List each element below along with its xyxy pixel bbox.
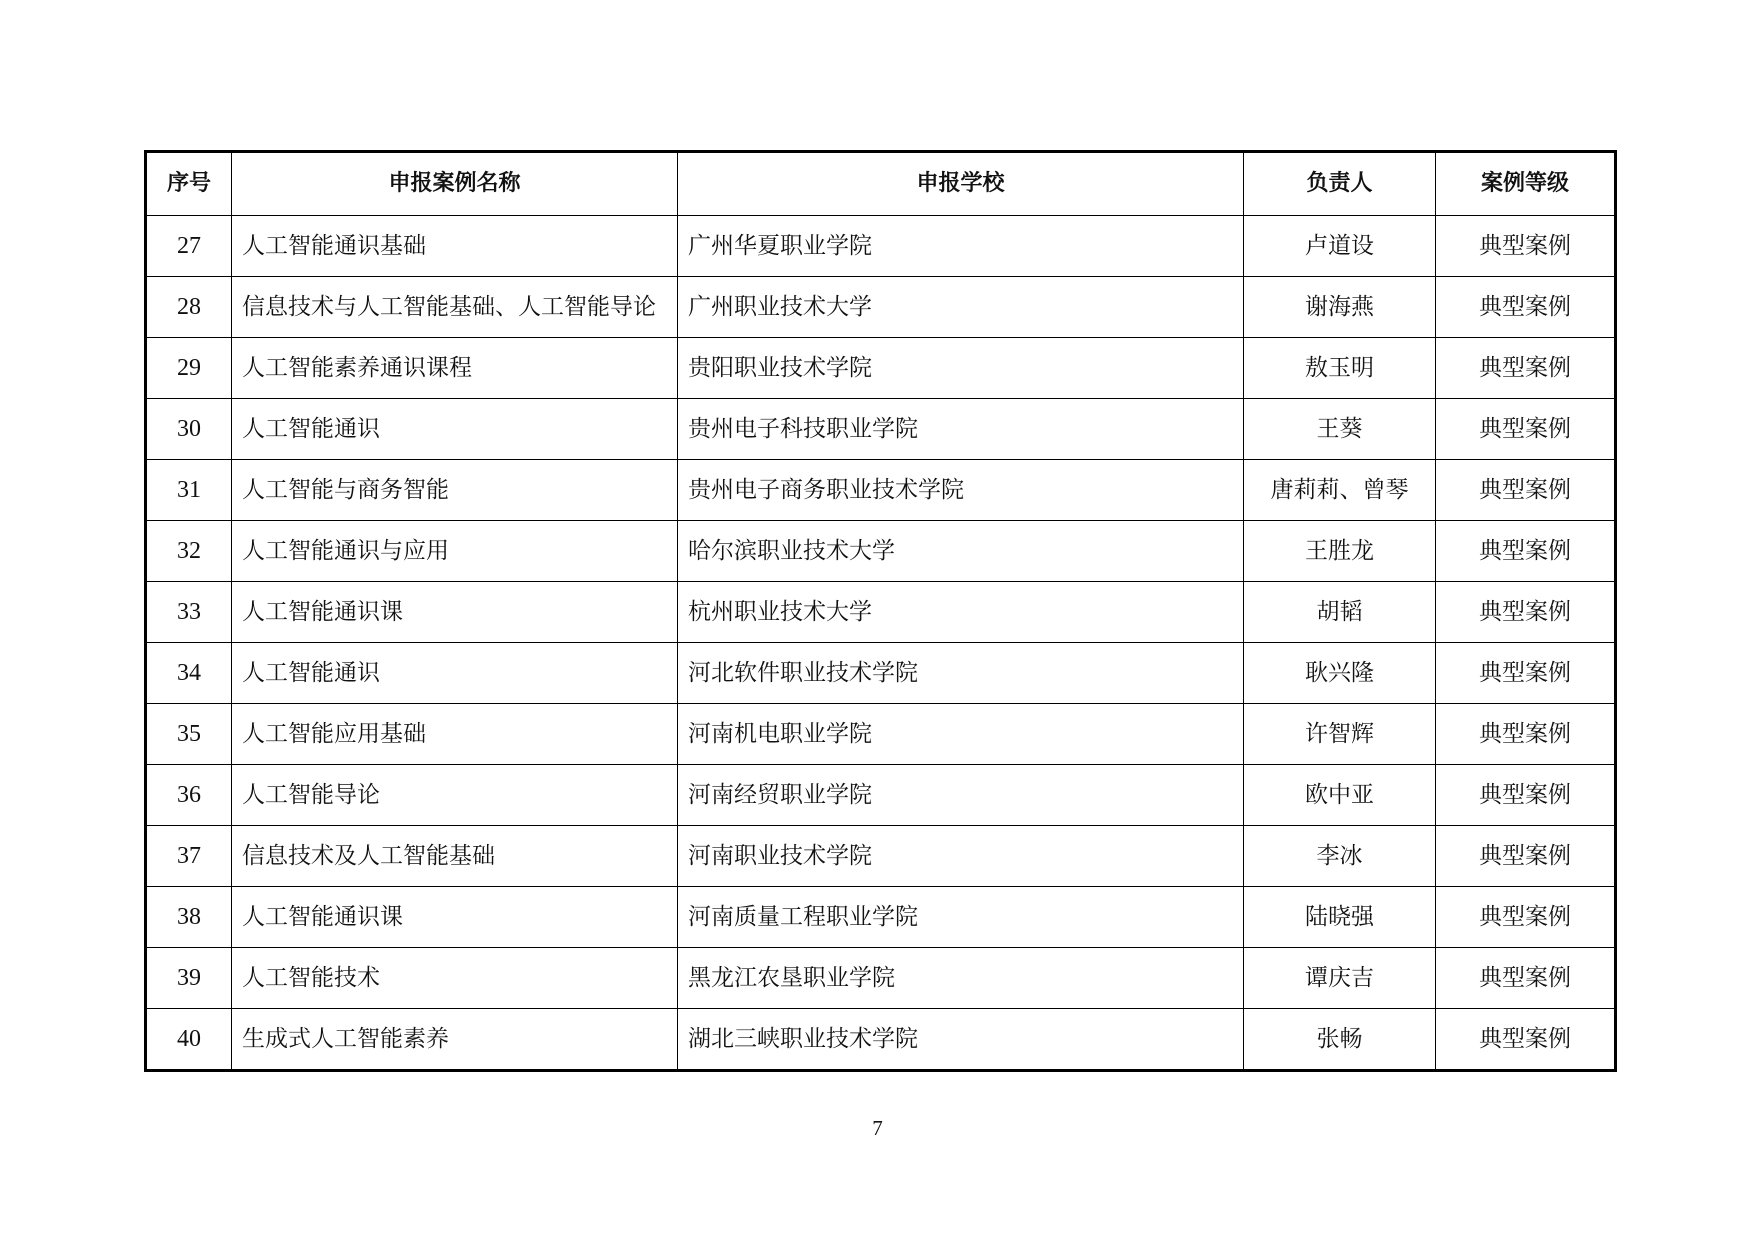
table-row: [146, 765, 1616, 826]
cell-school: 河南质量工程职业学院: [678, 887, 1244, 948]
cell-case-name: 人工智能应用基础: [232, 704, 678, 765]
cell-level: 典型案例: [1436, 582, 1616, 643]
cell-person: 张畅: [1244, 1009, 1436, 1071]
cell-level: 典型案例: [1436, 704, 1616, 765]
cell-person: 谢海燕: [1244, 277, 1436, 338]
cell-person: 耿兴隆: [1244, 643, 1436, 704]
cell-no: 32: [146, 521, 232, 582]
page-number: 7: [872, 1116, 883, 1140]
cell-case-name: 生成式人工智能素养: [232, 1009, 678, 1071]
cell-school: 河南经贸职业学院: [678, 765, 1244, 826]
cell-person: 王葵: [1244, 399, 1436, 460]
cell-case-name: 人工智能通识课: [232, 582, 678, 643]
cell-school: 哈尔滨职业技术大学: [678, 521, 1244, 582]
cell-no: 33: [146, 582, 232, 643]
cell-person: 胡韬: [1244, 582, 1436, 643]
table-row: [146, 704, 1616, 765]
cell-school: 贵州电子科技职业学院: [678, 399, 1244, 460]
cell-no: 37: [146, 826, 232, 887]
case-list-table-container: [144, 150, 1617, 1072]
cell-school: 河南机电职业学院: [678, 704, 1244, 765]
cell-level: 典型案例: [1436, 521, 1616, 582]
cell-person: 许智辉: [1244, 704, 1436, 765]
cell-person: 欧中亚: [1244, 765, 1436, 826]
cell-school: 广州职业技术大学: [678, 277, 1244, 338]
cell-level: 典型案例: [1436, 399, 1616, 460]
cell-case-name: 信息技术与人工智能基础、人工智能导论: [232, 277, 678, 338]
cell-no: 30: [146, 399, 232, 460]
cell-level: 典型案例: [1436, 460, 1616, 521]
table-row: [146, 460, 1616, 521]
cell-no: 39: [146, 948, 232, 1009]
cell-school: 杭州职业技术大学: [678, 582, 1244, 643]
cell-school: 黑龙江农垦职业学院: [678, 948, 1244, 1009]
cell-person: 卢道设: [1244, 216, 1436, 277]
cell-school: 湖北三峡职业技术学院: [678, 1009, 1244, 1071]
cell-case-name: 人工智能通识基础: [232, 216, 678, 277]
cell-person: 唐莉莉、曾琴: [1244, 460, 1436, 521]
cell-person: 李冰: [1244, 826, 1436, 887]
table-row: [146, 1009, 1616, 1071]
cell-case-name: 人工智能与商务智能: [232, 460, 678, 521]
cell-level: 典型案例: [1436, 1009, 1616, 1071]
header-level: 案例等级: [1436, 152, 1616, 216]
table-row: [146, 643, 1616, 704]
table-row: [146, 399, 1616, 460]
cell-no: 38: [146, 887, 232, 948]
header-school: 申报学校: [678, 152, 1244, 216]
cell-school: 河南职业技术学院: [678, 826, 1244, 887]
table-row: [146, 277, 1616, 338]
cell-no: 34: [146, 643, 232, 704]
cell-level: 典型案例: [1436, 887, 1616, 948]
case-list-table: [144, 150, 1617, 1072]
cell-case-name: 人工智能素养通识课程: [232, 338, 678, 399]
table-row: [146, 948, 1616, 1009]
cell-no: 35: [146, 704, 232, 765]
cell-case-name: 信息技术及人工智能基础: [232, 826, 678, 887]
cell-school: 贵阳职业技术学院: [678, 338, 1244, 399]
cell-level: 典型案例: [1436, 948, 1616, 1009]
cell-level: 典型案例: [1436, 765, 1616, 826]
cell-no: 28: [146, 277, 232, 338]
cell-case-name: 人工智能通识: [232, 399, 678, 460]
cell-person: 敖玉明: [1244, 338, 1436, 399]
cell-level: 典型案例: [1436, 826, 1616, 887]
table-row: [146, 521, 1616, 582]
cell-no: 31: [146, 460, 232, 521]
table-row: [146, 338, 1616, 399]
cell-case-name: 人工智能通识与应用: [232, 521, 678, 582]
cell-case-name: 人工智能通识课: [232, 887, 678, 948]
cell-school: 贵州电子商务职业技术学院: [678, 460, 1244, 521]
cell-case-name: 人工智能导论: [232, 765, 678, 826]
cell-school: 河北软件职业技术学院: [678, 643, 1244, 704]
header-case-name: 申报案例名称: [232, 152, 678, 216]
cell-person: 谭庆吉: [1244, 948, 1436, 1009]
cell-school: 广州华夏职业学院: [678, 216, 1244, 277]
cell-case-name: 人工智能通识: [232, 643, 678, 704]
table-row: [146, 582, 1616, 643]
cell-no: 27: [146, 216, 232, 277]
cell-person: 王胜龙: [1244, 521, 1436, 582]
cell-level: 典型案例: [1436, 643, 1616, 704]
table-body: [146, 216, 1616, 1071]
cell-level: 典型案例: [1436, 338, 1616, 399]
cell-level: 典型案例: [1436, 277, 1616, 338]
cell-person: 陆晓强: [1244, 887, 1436, 948]
table-row: [146, 216, 1616, 277]
cell-no: 40: [146, 1009, 232, 1071]
header-no: 序号: [146, 152, 232, 216]
cell-no: 36: [146, 765, 232, 826]
table-row: [146, 826, 1616, 887]
cell-level: 典型案例: [1436, 216, 1616, 277]
table-row: [146, 887, 1616, 948]
table-header-row: [146, 152, 1616, 216]
header-person: 负责人: [1244, 152, 1436, 216]
cell-case-name: 人工智能技术: [232, 948, 678, 1009]
cell-no: 29: [146, 338, 232, 399]
